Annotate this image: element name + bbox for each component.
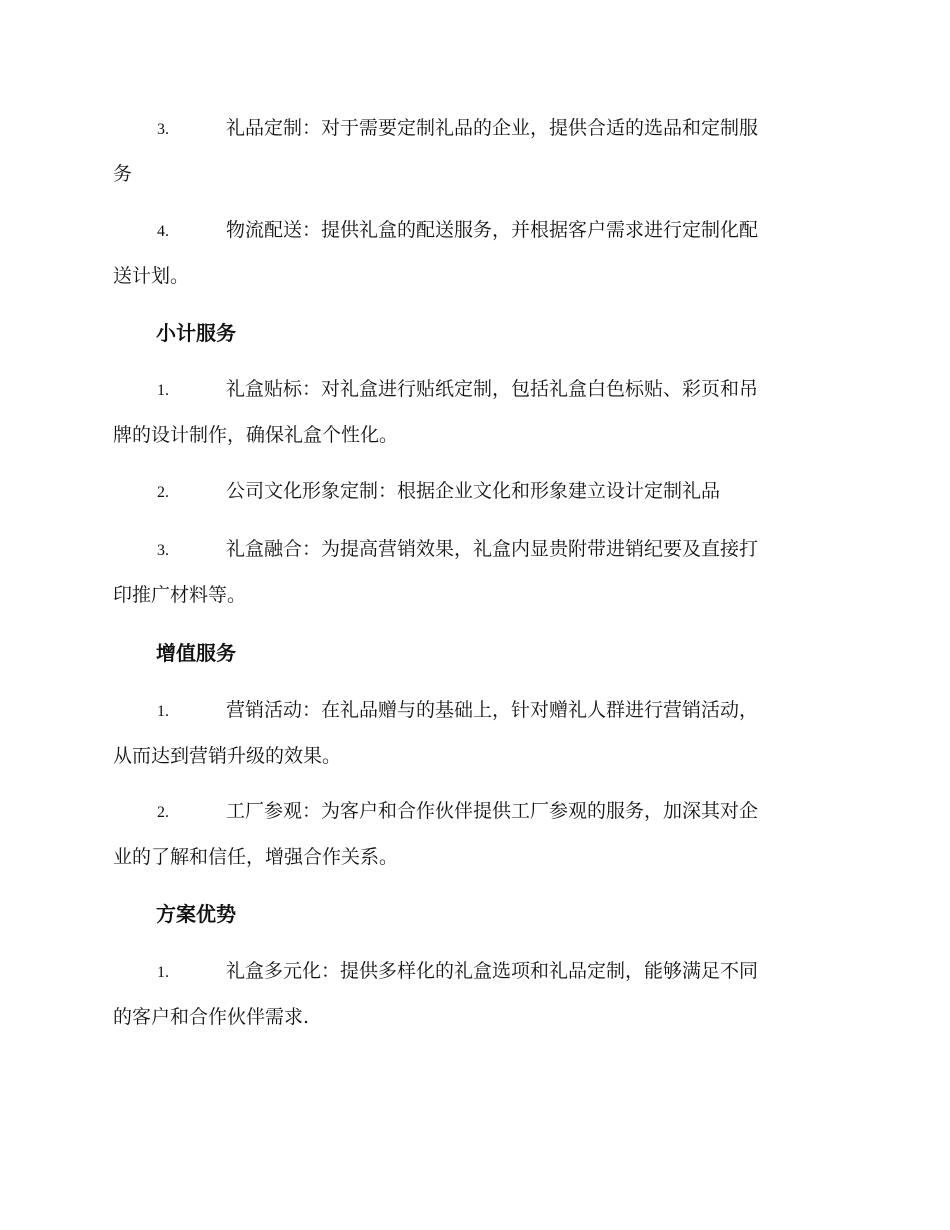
list-text-line2: 的客户和合作伙伴需求. xyxy=(113,1006,310,1028)
list-number: 3. xyxy=(157,121,169,138)
list-text-line2: 业的了解和信任，增强合作关系。 xyxy=(113,846,399,868)
list-item xyxy=(113,527,833,618)
list-text-line1: 礼盒多元化：提供多样化的礼盒选项和礼品定制，能够满足不同 xyxy=(226,960,759,982)
list-number: 1. xyxy=(157,382,169,399)
list-text-line1: 物流配送：提供礼盒的配送服务，并根据客户需求进行定制化配 xyxy=(226,219,759,241)
list-number: 2. xyxy=(157,484,169,501)
list-text-line1: 礼盒贴标：对礼盒进行贴纸定制，包括礼盒白色标贴、彩页和吊 xyxy=(226,378,759,400)
list-item xyxy=(113,469,833,515)
list-number: 3. xyxy=(157,542,169,559)
list-item xyxy=(113,688,833,779)
list-item xyxy=(113,208,833,299)
list-item xyxy=(113,367,833,458)
list-item xyxy=(113,949,833,1040)
list-text-line2: 印推广材料等。 xyxy=(113,584,247,606)
list-text-line2: 务 xyxy=(113,163,133,185)
list-number: 4. xyxy=(157,223,169,240)
list-item xyxy=(113,789,833,880)
list-text-line1: 营销活动：在礼品赠与的基础上，针对赠礼人群进行营销活动， xyxy=(226,699,759,721)
section-heading: 小计服务 xyxy=(156,321,236,345)
section-heading: 方案优势 xyxy=(156,902,236,926)
section-heading: 增值服务 xyxy=(156,641,236,665)
list-number: 1. xyxy=(157,703,169,720)
list-text-line1: 礼品定制：对于需要定制礼品的企业，提供合适的选品和定制服 xyxy=(226,117,759,139)
list-text-line1: 礼盒融合：为提高营销效果，礼盒内显贵附带进销纪要及直接打 xyxy=(226,538,759,560)
list-text-line2: 从而达到营销升级的效果。 xyxy=(113,745,342,767)
list-text-line2: 牌的设计制作，确保礼盒个性化。 xyxy=(113,424,399,446)
list-text-line2: 送计划。 xyxy=(113,265,190,287)
list-item xyxy=(113,106,833,197)
list-text-line1: 公司文化形象定制：根据企业文化和形象建立设计定制礼品 xyxy=(226,480,721,502)
list-number: 1. xyxy=(157,964,169,981)
list-text-line1: 工厂参观：为客户和合作伙伴提供工厂参观的服务，加深其对企 xyxy=(226,800,759,822)
list-number: 2. xyxy=(157,804,169,821)
